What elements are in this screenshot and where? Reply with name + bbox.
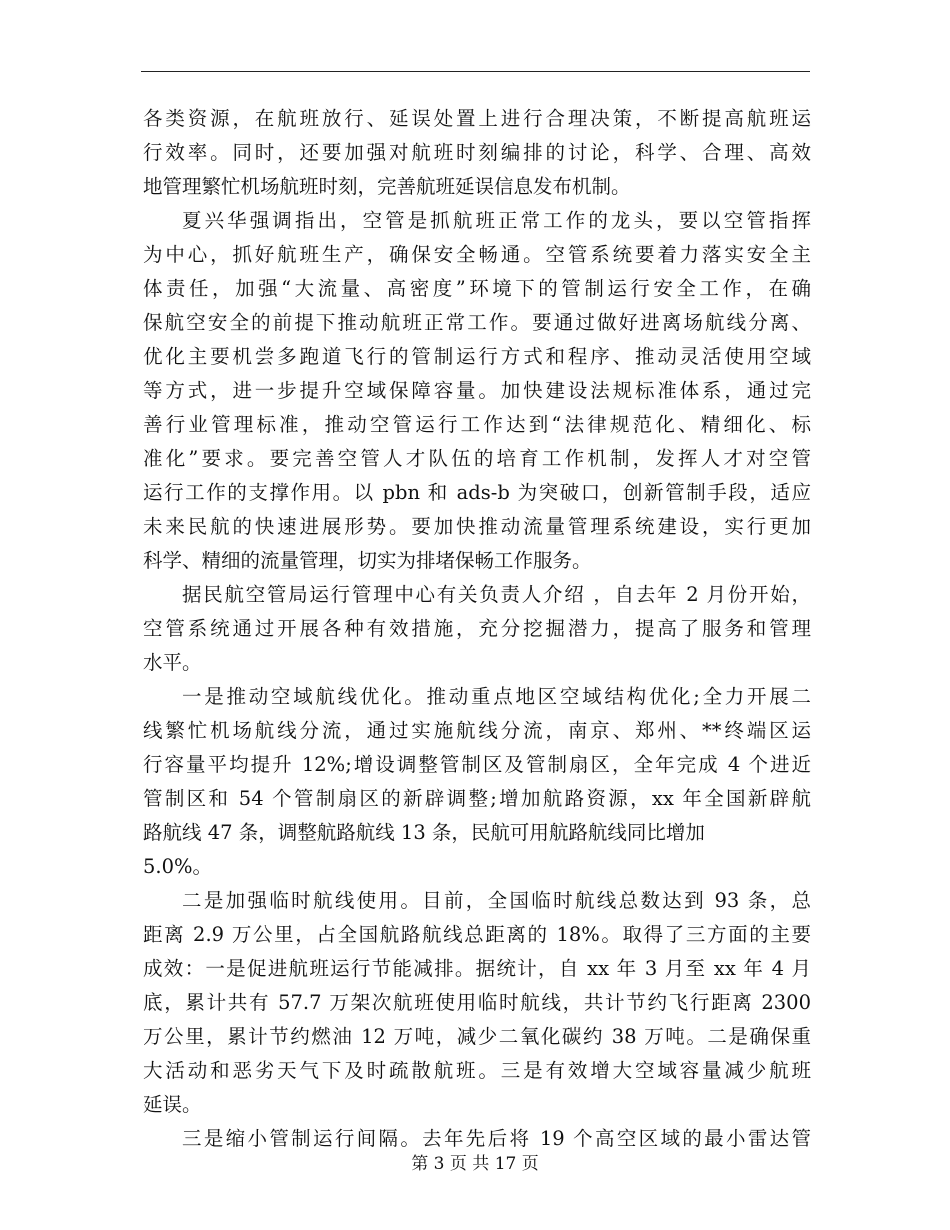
text-line: 5.0%。 <box>143 855 213 878</box>
paragraph-start-line: 夏兴华强调指出，空管是抓航班正常工作的龙头，要以空管指挥 <box>182 209 811 232</box>
body-text <box>143 102 811 1156</box>
text-line: 体责任，加强“大流量、高密度”环境下的管制运行安全工作，在确 <box>143 277 811 300</box>
text-line: 水平。 <box>143 651 202 674</box>
text-line: 准化”要求。要完善空管人才队伍的培育工作机制，发挥人才对空管 <box>143 447 811 470</box>
text-line: 为中心，抓好航班生产，确保安全畅通。空管系统要着力落实安全主 <box>143 243 811 266</box>
text-line: 行效率。同时，还要加强对航班时刻编排的讨论，科学、合理、高效 <box>143 141 811 164</box>
page-footer: 第 3 页 共 17 页 <box>411 1154 539 1174</box>
text-line: 保航空安全的前提下推动航班正常工作。要通过做好进离场航线分离、 <box>143 311 811 334</box>
header-rule <box>141 71 810 72</box>
text-line: 延误。 <box>143 1093 202 1116</box>
text-line: 地管理繁忙机场航班时刻，完善航班延误信息发布机制。 <box>143 175 631 198</box>
text-line: 优化主要机尝多跑道飞行的管制运行方式和程序、推动灵活使用空域 <box>143 345 811 368</box>
text-line: 运行工作的支撑作用。以 pbn 和 ads-b 为突破口，创新管制手段，适应 <box>143 481 811 504</box>
text-line: 万公里，累计节约燃油 12 万吨，减少二氧化碳约 38 万吨。二是确保重 <box>143 1025 811 1048</box>
paragraph-start-line: 二是加强临时航线使用。目前，全国临时航线总数达到 93 条，总 <box>182 889 811 912</box>
paragraph-start-line: 据民航空管局运行管理中心有关负责人介绍 ，自去年 2 月份开始， <box>182 583 811 606</box>
text-line: 路航线 47 条，调整航路航线 13 条，民航可用航路航线同比增加 <box>143 821 705 844</box>
text-line: 大活动和恶劣天气下及时疏散航班。三是有效增大空域容量减少航班 <box>143 1059 811 1082</box>
paragraph-start-line: 一是推动空域航线优化。推动重点地区空域结构优化;全力开展二 <box>182 685 811 708</box>
paragraph-start-line: 三是缩小管制运行间隔。去年先后将 19 个高空区域的最小雷达管 <box>182 1127 811 1150</box>
text-line: 各类资源，在航班放行、延误处置上进行合理决策，不断提高航班运 <box>143 107 811 130</box>
text-line: 等方式，进一步提升空域保障容量。加快建设法规标准体系，通过完 <box>143 379 811 402</box>
text-line: 善行业管理标准，推动空管运行工作达到“法律规范化、精细化、标 <box>143 413 811 436</box>
text-line: 管制区和 54 个管制扇区的新辟调整;增加航路资源，xx 年全国新辟航 <box>143 787 811 810</box>
text-line: 未来民航的快速进展形势。要加快推动流量管理系统建设，实行更加 <box>143 515 811 538</box>
text-line: 行容量平均提升 12%;增设调整管制区及管制扇区，全年完成 4 个进近 <box>143 753 811 776</box>
text-line: 空管系统通过开展各种有效措施，充分挖掘潜力，提高了服务和管理 <box>143 617 811 640</box>
text-line: 科学、精细的流量管理，切实为排堵保畅工作服务。 <box>143 549 592 572</box>
text-line: 线繁忙机场航线分流，通过实施航线分流，南京、郑州、**终端区运 <box>143 719 811 742</box>
text-line: 距离 2.9 万公里，占全国航路航线总距离的 18%。取得了三方面的主要 <box>143 923 811 946</box>
text-line: 成效：一是促进航班运行节能减排。据统计，自 xx 年 3 月至 xx 年 4 月 <box>143 957 811 980</box>
text-line: 底，累计共有 57.7 万架次航班使用临时航线，共计节约飞行距离 2300 <box>143 991 811 1014</box>
